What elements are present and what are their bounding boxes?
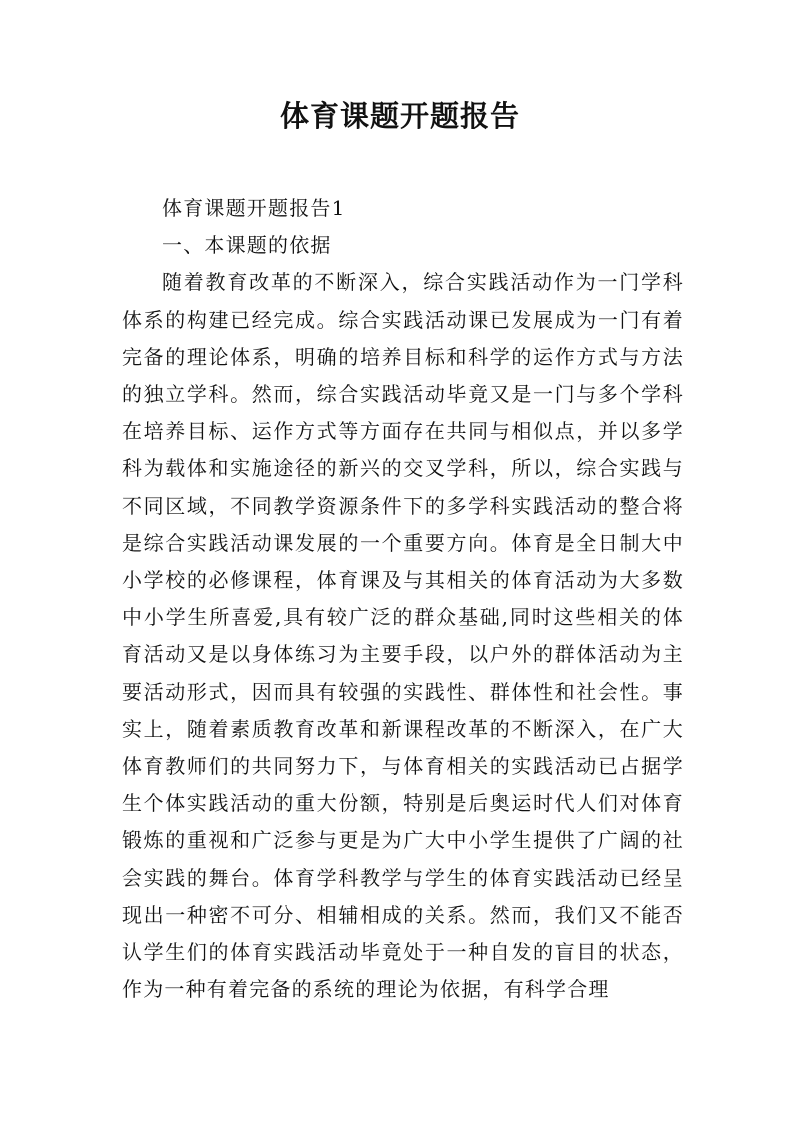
section-heading: 一、本课题的依据: [162, 233, 332, 258]
document-title: 体育课题开题报告: [279, 99, 520, 133]
report-subtitle: 体育课题开题报告1: [162, 196, 346, 220]
body-paragraph: 随着教育改革的不断深入，综合实践活动作为一门学科体系的构建已经完成。综合实践活动课已发展成为一门有着完备的理论体系，明确的培养目标和科学的运作方式与方法的独立学科。然而，综合实践活动毕竟又是一门与多个学科在培养目标、运作方式等方面存在共同与相似点，并以多学科为载体和实施途径的新兴的交叉学科，所以，综合实践与不同区域，不同教学资源条件下的多学科实践活动的整合将是综合实践活动课发展的一个重要方向。体育是全日制大中小学校的必修课程，体育课及与其相关的体育活动为大多数中小学生所喜爱,具有较广泛的群众基础,同时这些相关的体育活动又是以身体练习为主要手段，以户外的群体活动为主要活动形式，因而具有较强的实践性、群体性和社会性。事实上，随着素质教育改革和新课程改革的不断深入，在广大体育教师们的共同努力下，与体育相关的实践活动已占据学生个体实践活动的重大份额，特别是后奥运时代人们对体育锻炼的重视和广泛参与更是为广大中小学生提供了广阔的社会实践的舞台。体育学科教学与学生的体育实践活动已经呈现出一种密不可分、相辅相成的关系。然而，我们又不能否认学生们的体育实践活动毕竟处于一种自发的盲目的状态，作为一种有着完备的系统的理论为依据，有科学合理: [122, 270, 684, 1002]
document-body: [122, 190, 684, 1008]
